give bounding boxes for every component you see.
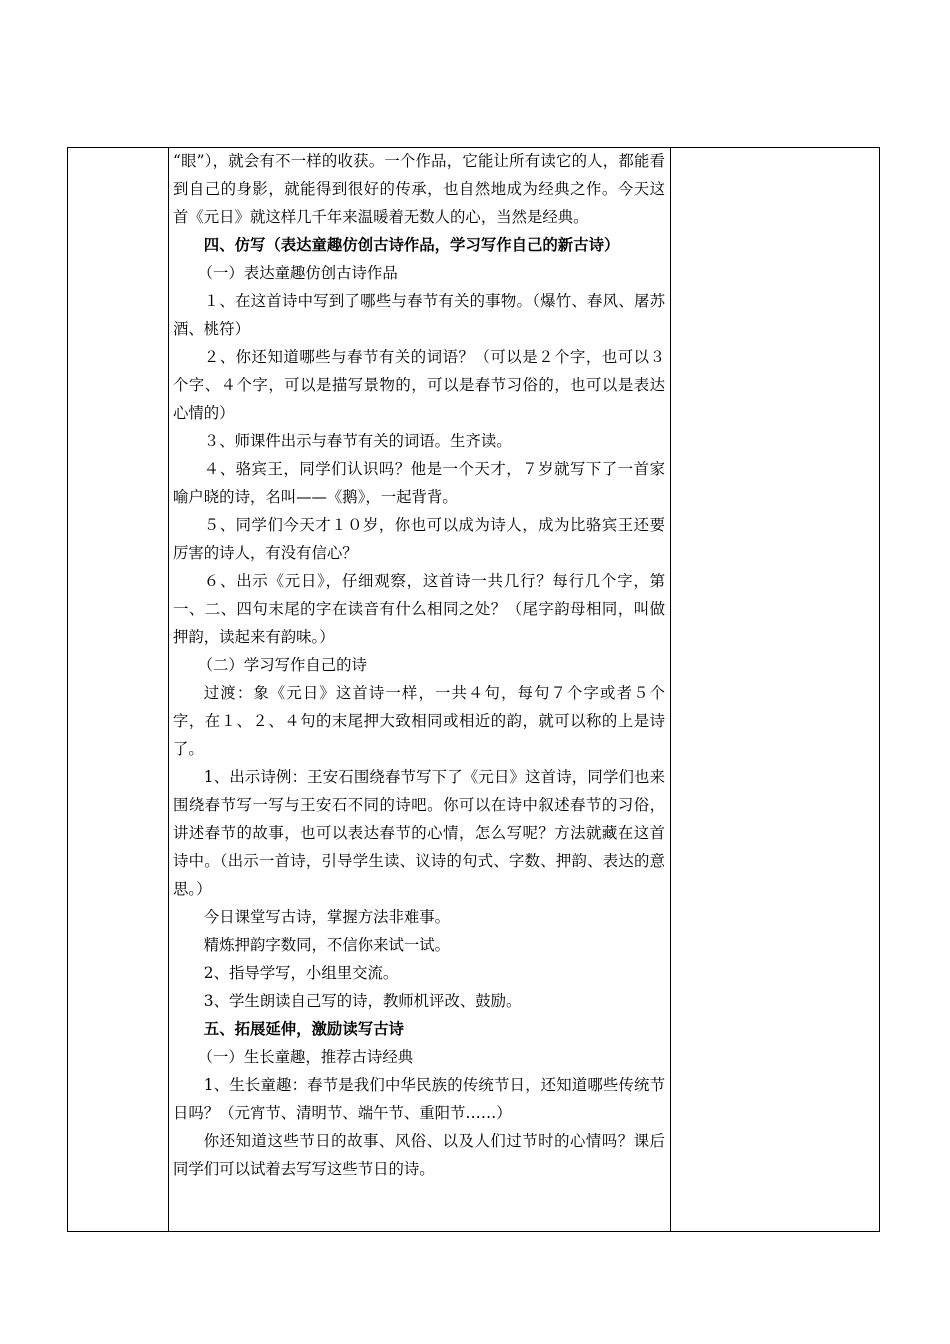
column-divider-left [168, 148, 169, 1231]
section-heading-5: 五、拓展延伸，激励读写古诗 [203, 1020, 404, 1038]
subsection-heading: （一）生长童趣，推荐古诗经典 [197, 1048, 414, 1066]
poem-line: 精炼押韵字数同，不信你来试一试。 [203, 936, 451, 954]
paragraph: ３、师课件出示与春节有关的词语。生齐读。 [203, 432, 512, 450]
column-divider-right [670, 148, 671, 1231]
poem-line: 今日课堂写古诗，掌握方法非难事。 [203, 908, 451, 926]
paragraph: ６、出示《元日》，仔细观察，这首诗一共几行？每行几个字，第一、二、四句末尾的字在读音有什么相同之处？（尾字韵母相同，叫做押韵，读起来有韵味。） [173, 572, 665, 646]
paragraph: 过渡：象《元日》这首诗一样，一共４句，每句７个字或者５个字，在１、２、４句的末尾押大致相同或相近的韵，就可以称的上是诗了。 [173, 684, 665, 758]
section-heading-4: 四、仿写（表达童趣仿创古诗作品，学习写作自己的新古诗） [203, 236, 620, 254]
lesson-content [173, 147, 665, 1183]
paragraph: １、在这首诗中写到了哪些与春节有关的事物。（爆竹、春风、屠苏酒、桃符） [173, 292, 665, 338]
paragraph: ４、骆宾王，同学们认识吗？他是一个天才，７岁就写下了一首家喻户晓的诗，名叫——《鹅》，一起背背。 [173, 460, 665, 506]
paragraph: 你还知道这些节日的故事、风俗、以及人们过节时的心情吗？课后同学们可以试着去写写这些节日的诗。 [173, 1132, 665, 1178]
subsection-heading: （二）学习写作自己的诗 [197, 656, 367, 674]
subsection-heading: （一）表达童趣仿创古诗作品 [197, 264, 398, 282]
paragraph: ２、你还知道哪些与春节有关的词语？（可以是２个字，也可以３个字、４个字，可以是描写景物的，可以是春节习俗的，也可以是表达心情的） [173, 348, 665, 422]
paragraph: “眼”），就会有不一样的收获。一个作品，它能让所有读它的人，都能看到自己的身影，就能得到很好的传承，也自然地成为经典之作。今天这首《元日》就这样几千年来温暖着无数人的心，当然是经典。 [173, 152, 665, 226]
paragraph: ５、同学们今天才１０岁，你也可以成为诗人，成为比骆宾王还要厉害的诗人，有没有信心？ [173, 516, 665, 562]
paragraph: 1、生长童趣：春节是我们中华民族的传统节日，还知道哪些传统节日吗？（元宵节、清明节、端午节、重阳节……） [173, 1076, 665, 1122]
paragraph: 1、出示诗例：王安石围绕春节写下了《元日》这首诗，同学们也来围绕春节写一写与王安石不同的诗吧。你可以在诗中叙述春节的习俗，讲述春节的故事，也可以表达春节的心情，怎么写呢？方法就藏在这首诗中。（出示一首诗，引导学生读、议诗的句式、字数、押韵、表达的意思。） [173, 768, 665, 898]
paragraph: 2、指导学写，小组里交流。 [203, 964, 399, 982]
paragraph: 3、学生朗读自己写的诗，教师机评改、鼓励。 [203, 992, 522, 1010]
